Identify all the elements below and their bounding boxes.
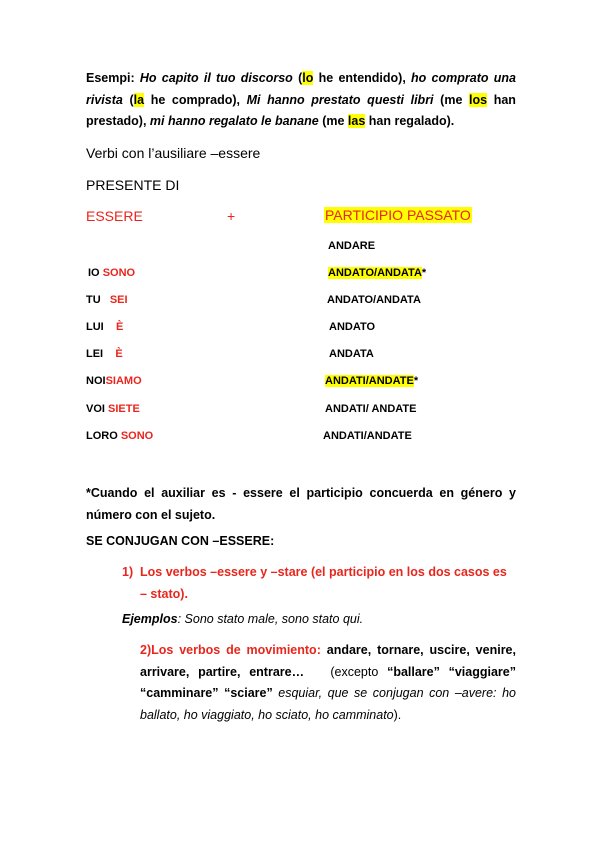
- example-2-spanish: he comprado),: [150, 92, 240, 107]
- list-item-2-except-verbs: “ballare” “viaggiare” “camminare” “sciare”: [140, 664, 516, 700]
- example-2-pronoun: la: [133, 92, 145, 107]
- list-item-2-excepto: (excepto: [330, 664, 379, 679]
- example-3-italian: Mi hanno prestato questi libri: [246, 92, 434, 107]
- list-item-1-text: Los verbos –essere y –stare (el participio en los dos casos es – stato).: [140, 565, 507, 601]
- example-1-pronoun: lo: [302, 71, 314, 85]
- column-participio: PARTICIPIO PASSATO: [325, 207, 471, 223]
- pronoun: NOI: [86, 375, 106, 387]
- conjugation-row: [86, 321, 123, 333]
- verb: SEI: [109, 294, 128, 306]
- ejemplos-text: : Sono stato male, sono stato qui.: [177, 612, 364, 626]
- list-item-2-end: ).: [393, 707, 402, 722]
- example-1-spanish: he entendido),: [318, 71, 406, 85]
- list-item-1: [122, 562, 516, 605]
- participle-text: ANDATI/ANDATE: [325, 375, 414, 387]
- list-item-2-esquiar: esquiar, que se conjugan con –avere: ho ballato, ho viaggiato, ho sciato, ho camminato: [140, 686, 516, 722]
- participle: [325, 375, 418, 387]
- verb: SIAMO: [105, 375, 142, 387]
- example-4-pre: (me: [322, 114, 345, 128]
- pronoun: VOI: [86, 403, 105, 415]
- conjugation-row: [86, 430, 153, 442]
- participle-text: ANDATO/ANDATA: [328, 267, 422, 279]
- participle: ANDATO/ANDATA: [327, 294, 421, 306]
- list-item-2-label: 2)Los verbos de movimiento:: [140, 643, 321, 657]
- pronoun: TU: [86, 294, 101, 306]
- example-3-pronoun: los: [469, 92, 488, 107]
- example-4-italian: mi hanno regalato le banane: [149, 114, 319, 128]
- verb: SIETE: [108, 403, 140, 415]
- participle-andare: ANDARE: [328, 240, 376, 252]
- list-item-1-number: 1): [122, 565, 134, 579]
- section-title: Verbi con l’ausiliare –essere: [86, 145, 261, 161]
- example-3-spanish: han prestado),: [86, 92, 516, 128]
- pronoun: LORO: [86, 430, 118, 442]
- pronoun: LUI: [86, 321, 104, 333]
- list-item-2-verbs: andare, tornare, uscire, venire, arrivare, partire, entrare…: [140, 643, 516, 679]
- presente-title: PRESENTE DI: [86, 177, 180, 193]
- verb: SONO: [102, 267, 136, 279]
- verb: È: [115, 348, 123, 360]
- participle: ANDATI/ANDATE: [323, 430, 412, 442]
- column-plus: +: [227, 208, 236, 224]
- participle-star: *: [413, 375, 419, 387]
- participle: ANDATA: [329, 348, 374, 360]
- example-3-pre: (me: [440, 92, 463, 107]
- conjugation-row: [88, 267, 135, 279]
- column-essere: ESSERE: [86, 208, 143, 224]
- conjugation-row: [86, 375, 142, 387]
- verb: SONO: [120, 430, 154, 442]
- conjugation-row: [86, 294, 128, 306]
- examples-paragraph: Esempi: Ho capito il tuo discorso (lo he entendido), ho comprato una rivista (la he comprado), Mi hanno prestato questi libri (me los han prestado), mi hanno regalato le banane (me las han regalado).: [86, 71, 516, 128]
- example-4-pronoun: las: [347, 114, 366, 128]
- pronoun: LEI: [86, 348, 104, 360]
- ejemplos-label: Ejemplos: [122, 612, 178, 626]
- examples-label: Esempi:: [86, 71, 135, 85]
- example-4-spanish: han regalado).: [368, 114, 455, 128]
- conjugation-row: [86, 403, 140, 415]
- participle-star: *: [421, 267, 427, 279]
- examples-line: [122, 612, 363, 626]
- pronoun: IO: [88, 267, 100, 279]
- participle: ANDATO: [329, 321, 376, 333]
- conjugation-title: SE CONJUGAN CON –ESSERE:: [86, 534, 275, 548]
- verb: È: [115, 321, 124, 333]
- list-item-2: [140, 640, 516, 726]
- participle: ANDATI/ ANDATE: [325, 403, 417, 415]
- example-1-italian: Ho capito il tuo discorso: [139, 71, 293, 85]
- conjugation-row: [86, 348, 123, 360]
- agreement-note: *Cuando el auxiliar es - essere el participio concuerda en género y número con el sujeto.: [86, 486, 516, 522]
- participle: [328, 267, 426, 279]
- example-2-italian: ho comprato una rivista: [86, 71, 516, 107]
